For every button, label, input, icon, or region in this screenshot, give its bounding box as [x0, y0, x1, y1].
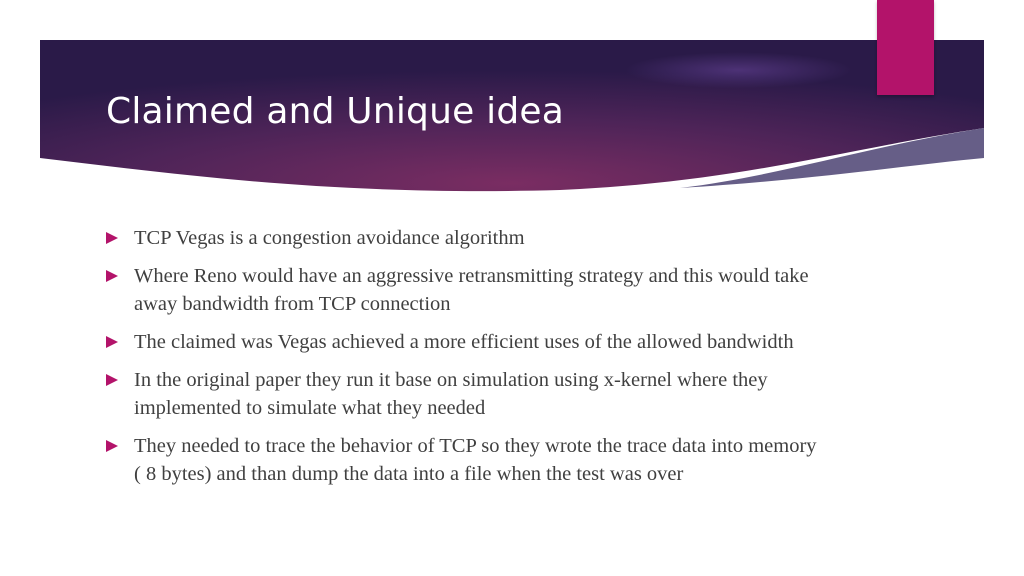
bullet-item	[106, 328, 826, 356]
bullet-text: The claimed was Vegas achieved a more efficient uses of the allowed bandwidth	[134, 331, 794, 353]
triangle-right-icon	[106, 336, 118, 348]
bullet-item	[106, 262, 826, 318]
bullet-text: Where Reno would have an aggressive retransmitting strategy and this would take away bandwidth from TCP connection	[134, 265, 809, 315]
accent-tab	[877, 0, 934, 95]
bullet-item	[106, 366, 826, 422]
triangle-right-icon	[106, 232, 118, 244]
bullet-text: They needed to trace the behavior of TCP so they wrote the trace data into memory ( 8 bytes) and than dump the data into a file when the test was over	[134, 435, 817, 485]
triangle-right-icon	[106, 270, 118, 282]
triangle-right-icon	[106, 440, 118, 452]
bullet-list	[106, 224, 826, 498]
bullet-text: In the original paper they run it base on simulation using x-kernel where they implemented to simulate what they needed	[134, 369, 768, 419]
triangle-right-icon	[106, 374, 118, 386]
bullet-item	[106, 432, 826, 488]
bullet-text: TCP Vegas is a congestion avoidance algorithm	[134, 227, 525, 249]
bullet-item	[106, 224, 826, 252]
slide-title: Claimed and Unique idea	[106, 91, 564, 132]
